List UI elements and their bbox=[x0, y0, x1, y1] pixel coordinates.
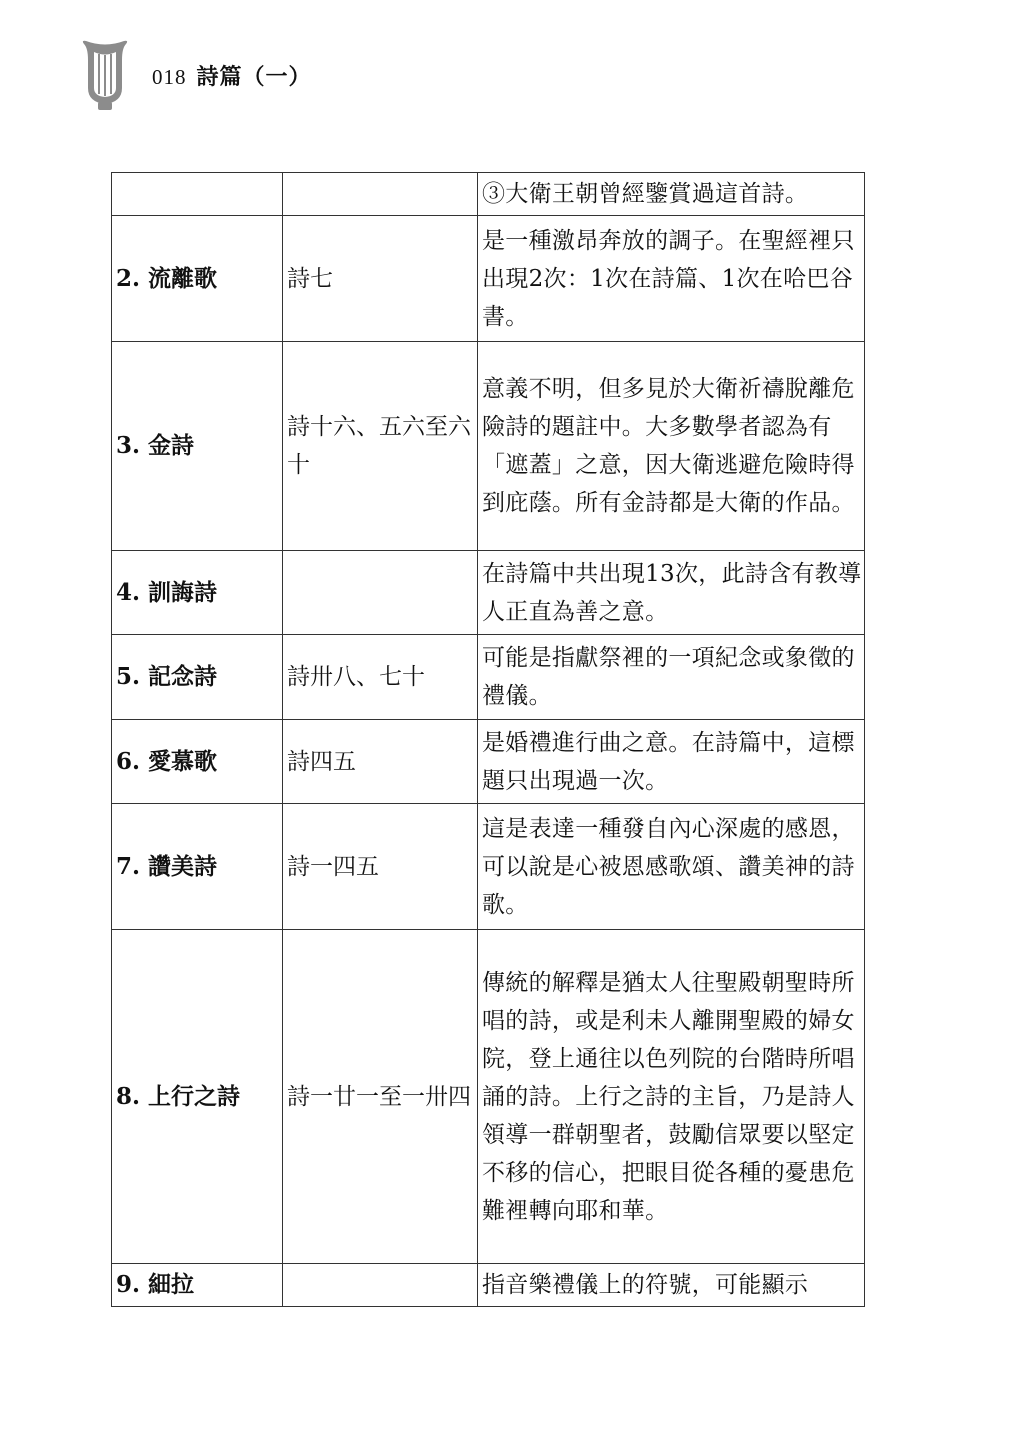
page-header bbox=[78, 38, 312, 118]
term-cell: 2. 流離歌 bbox=[112, 216, 283, 342]
reference-cell: 詩一廿一至一卅四 bbox=[283, 930, 478, 1264]
term-cell: 9. 細拉 bbox=[112, 1264, 283, 1307]
term-cell: 7. 讚美詩 bbox=[112, 804, 283, 930]
table-row bbox=[112, 551, 865, 635]
description-cell: 傳統的解釋是猶太人往聖殿朝聖時所唱的詩，或是利未人離開聖殿的婦女院，登上通往以色列院的台階時所唱誦的詩。上行之詩的主旨，乃是詩人領導一群朝聖者，鼓勵信眾要以堅定不移的信心，把眼目從各種的憂患危難裡轉向耶和華。 bbox=[478, 930, 865, 1264]
description-cell: 這是表達一種發自內心深處的感恩，可以說是心被恩感歌頌、讚美神的詩歌。 bbox=[478, 804, 865, 930]
description-cell: 可能是指獻祭裡的一項紀念或象徵的禮儀。 bbox=[478, 635, 865, 720]
reference-cell bbox=[283, 1264, 478, 1307]
term-cell: 3. 金詩 bbox=[112, 342, 283, 551]
table-row bbox=[112, 930, 865, 1264]
reference-cell bbox=[283, 551, 478, 635]
reference-cell: 詩十六、五六至六十 bbox=[283, 342, 478, 551]
table-row bbox=[112, 720, 865, 804]
description-cell: 是婚禮進行曲之意。在詩篇中，這標題只出現過一次。 bbox=[478, 720, 865, 804]
term-cell: 6. 愛慕歌 bbox=[112, 720, 283, 804]
table-row bbox=[112, 216, 865, 342]
term-cell: 8. 上行之詩 bbox=[112, 930, 283, 1264]
term-cell: 4. 訓誨詩 bbox=[112, 551, 283, 635]
reference-cell: 詩卅八、七十 bbox=[283, 635, 478, 720]
page-number: 018 bbox=[152, 65, 187, 89]
reference-cell: 詩四五 bbox=[283, 720, 478, 804]
description-cell: 在詩篇中共出現13次，此詩含有教導人正直為善之意。 bbox=[478, 551, 865, 635]
table-row bbox=[112, 804, 865, 930]
table-row bbox=[112, 173, 865, 216]
table-row bbox=[112, 1264, 865, 1307]
description-cell: 意義不明，但多見於大衛祈禱脫離危險詩的題註中。大多數學者認為有「遮蓋」之意，因大衛逃避危險時得到庇蔭。所有金詩都是大衛的作品。 bbox=[478, 342, 865, 551]
table-row bbox=[112, 635, 865, 720]
description-cell: ③大衛王朝曾經鑒賞過這首詩。 bbox=[478, 173, 865, 216]
psalm-title-table bbox=[111, 172, 865, 1307]
reference-cell bbox=[283, 173, 478, 216]
description-cell: 指音樂禮儀上的符號，可能顯示 bbox=[478, 1264, 865, 1307]
term-cell bbox=[112, 173, 283, 216]
reference-cell: 詩七 bbox=[283, 216, 478, 342]
lyre-icon bbox=[78, 38, 132, 112]
description-cell: 是一種激昂奔放的調子。在聖經裡只出現2次：1次在詩篇、1次在哈巴谷書。 bbox=[478, 216, 865, 342]
term-cell: 5. 記念詩 bbox=[112, 635, 283, 720]
book-title: 詩篇（一） bbox=[196, 64, 312, 90]
table-row bbox=[112, 342, 865, 551]
reference-cell: 詩一四五 bbox=[283, 804, 478, 930]
